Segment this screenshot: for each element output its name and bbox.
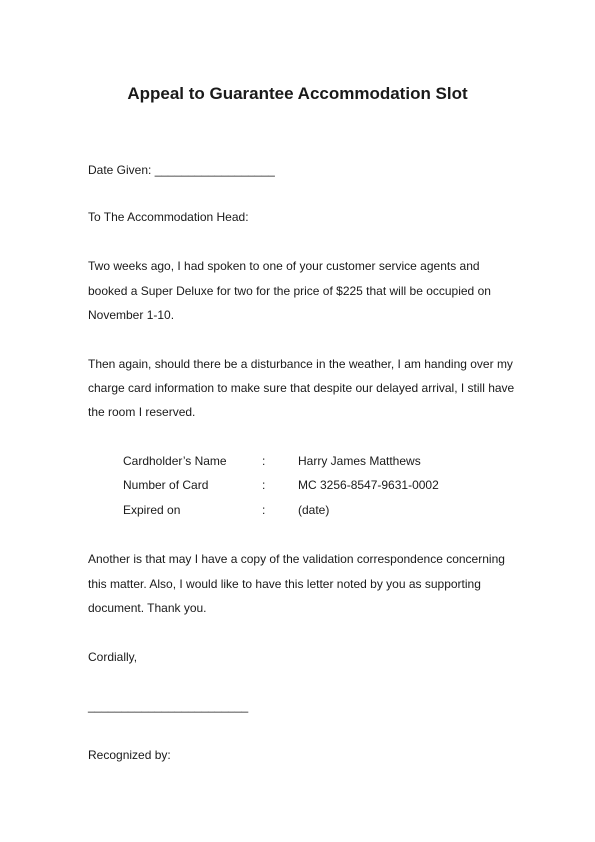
paragraph-1-line-2: booked a Super Deluxe for two for the price of $225 that will be occupied on	[88, 284, 491, 298]
paragraph-2-line-2: charge card information to make sure that despite our delayed arrival, I still have	[88, 381, 515, 395]
document-title: Appeal to Guarantee Accommodation Slot	[127, 84, 468, 103]
paragraph-1-line-1: Two weeks ago, I had spoken to one of your customer service agents and	[88, 259, 480, 273]
paragraph-3-line-3: document. Thank you.	[88, 601, 207, 615]
card-detail-label: Expired on	[123, 503, 181, 517]
paragraph-3-line-1: Another is that may I have a copy of the validation correspondence concerning	[88, 552, 505, 566]
closing: Cordially,	[88, 650, 138, 664]
date-given-line: Date Given: __________________	[88, 163, 275, 177]
card-detail-separator: :	[262, 454, 266, 468]
paragraph-1-line-3: November 1-10.	[88, 308, 175, 322]
recognized-by-label: Recognized by:	[88, 748, 171, 762]
paragraph-3-line-2: this matter. Also, I would like to have this letter noted by you as supporting	[88, 577, 481, 591]
card-detail-value: MC 3256-8547-9631-0002	[298, 478, 439, 492]
salutation: To The Accommodation Head:	[88, 210, 249, 224]
paragraph-2-line-3: the room I reserved.	[88, 405, 196, 419]
card-detail-separator: :	[262, 478, 266, 492]
card-detail-separator: :	[262, 503, 266, 517]
card-detail-value: Harry James Matthews	[298, 454, 421, 468]
card-detail-label: Number of Card	[123, 478, 209, 492]
signature-line: ________________________	[88, 699, 249, 713]
paragraph-2-line-1: Then again, should there be a disturbance in the weather, I am handing over my	[88, 357, 513, 371]
card-detail-value: (date)	[298, 503, 330, 517]
card-detail-label: Cardholder’s Name	[123, 454, 227, 468]
